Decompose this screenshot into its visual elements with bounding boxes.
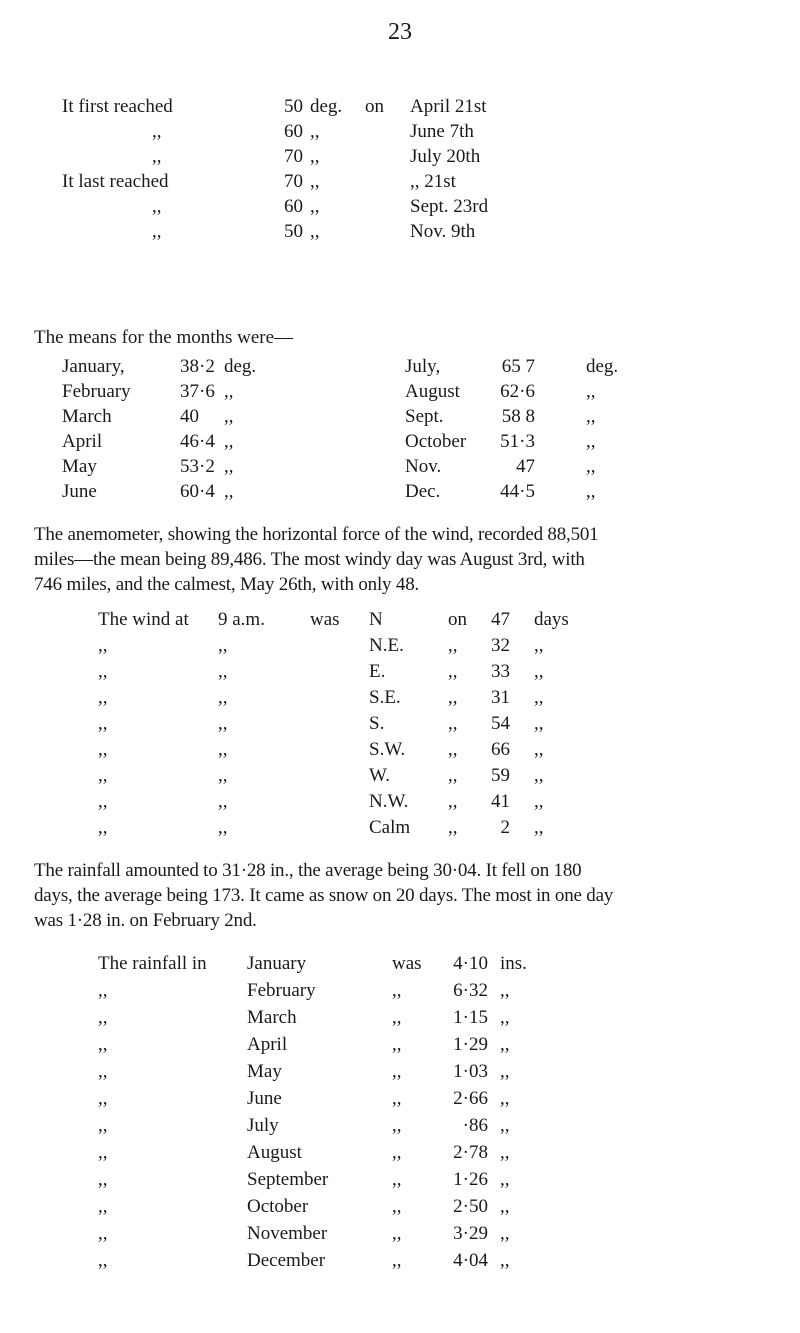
rainfall-lead: The rainfall in xyxy=(98,953,207,974)
means-unit: ,, xyxy=(586,431,596,452)
means-month: Nov. xyxy=(405,456,442,477)
rainfall-was: ,, xyxy=(392,1007,402,1028)
rainfall-was: ,, xyxy=(392,1088,402,1109)
means-value: 58 8 xyxy=(501,406,535,427)
rainfall-value: 4·10 xyxy=(453,953,488,974)
rainfall-unit: ,, xyxy=(500,1034,510,1055)
threshold-degree: 70 xyxy=(284,171,303,192)
threshold-date: Sept. 23rd xyxy=(410,196,489,217)
wind-direction: E. xyxy=(369,661,386,682)
means-value: 47 xyxy=(516,456,535,477)
means-month: Dec. xyxy=(405,481,441,502)
threshold-date: April 21st xyxy=(410,96,487,117)
rainfall-month: December xyxy=(247,1250,326,1271)
threshold-on: on xyxy=(365,96,384,117)
wind-time: ,, xyxy=(218,817,228,838)
means-month: February xyxy=(62,381,131,402)
rainfall-lead: ,, xyxy=(98,1115,108,1136)
means-month: April xyxy=(62,431,103,452)
rainfall-unit: ,, xyxy=(500,1196,510,1217)
threshold-unit: ,, xyxy=(310,221,320,242)
threshold-degree: 70 xyxy=(284,146,303,167)
rainfall-lead: ,, xyxy=(98,1196,108,1217)
threshold-lead: ,, xyxy=(152,196,162,217)
means-value: 44·5 xyxy=(500,481,535,502)
means-unit: ,, xyxy=(224,406,234,427)
wind-days-unit: ,, xyxy=(534,635,544,656)
means-unit: ,, xyxy=(224,381,234,402)
rainfall-unit: ,, xyxy=(500,1088,510,1109)
wind-lead: The wind at xyxy=(98,609,189,630)
wind-direction: Calm xyxy=(369,817,411,838)
rainfall-month: August xyxy=(247,1142,302,1163)
means-unit: ,, xyxy=(586,381,596,402)
rainfall-value: 1·15 xyxy=(453,1007,488,1028)
threshold-lead: ,, xyxy=(152,121,162,142)
rainfall-unit: ,, xyxy=(500,1115,510,1136)
rainfall-lead: ,, xyxy=(98,1250,108,1271)
means-value: 53·2 xyxy=(180,456,215,477)
rainfall-month: March xyxy=(247,1007,297,1028)
wind-days-unit: ,, xyxy=(534,661,544,682)
means-month: March xyxy=(62,406,112,427)
rainfall-month: June xyxy=(247,1088,282,1109)
wind-lead: ,, xyxy=(98,713,108,734)
wind-time: ,, xyxy=(218,765,228,786)
wind-time: 9 a.m. xyxy=(218,609,265,630)
means-value: 51·3 xyxy=(500,431,535,452)
threshold-degree: 50 xyxy=(284,221,303,242)
means-month: October xyxy=(405,431,467,452)
wind-days-unit: ,, xyxy=(534,687,544,708)
rainfall-month: October xyxy=(247,1196,309,1217)
rainfall-lead: ,, xyxy=(98,1007,108,1028)
means-month: May xyxy=(62,456,97,477)
means-unit: deg. xyxy=(224,356,257,377)
rainfall-month: May xyxy=(247,1061,282,1082)
wind-on: ,, xyxy=(448,687,458,708)
wind-lead: ,, xyxy=(98,635,108,656)
wind-on: ,, xyxy=(448,765,458,786)
rainfall-was: ,, xyxy=(392,1034,402,1055)
wind-direction: N.W. xyxy=(369,791,409,812)
rainfall-value: 1·26 xyxy=(453,1169,488,1190)
wind-lead: ,, xyxy=(98,791,108,812)
means-unit: ,, xyxy=(224,481,234,502)
rainfall-line-1: The rainfall amounted to 31·28 in., the average being 30·04. It fell on 180 xyxy=(34,860,582,881)
rainfall-line-3: was 1·28 in. on February 2nd. xyxy=(34,910,257,931)
wind-lead: ,, xyxy=(98,817,108,838)
wind-days-unit: ,, xyxy=(534,791,544,812)
threshold-date: ,, 21st xyxy=(410,171,456,192)
rainfall-unit: ,, xyxy=(500,1223,510,1244)
means-value: 37·6 xyxy=(180,381,215,402)
wind-day-count: 66 xyxy=(491,739,510,760)
threshold-date: July 20th xyxy=(410,146,481,167)
rainfall-was: ,, xyxy=(392,1061,402,1082)
threshold-unit: ,, xyxy=(310,171,320,192)
wind-day-count: 31 xyxy=(491,687,510,708)
wind-on: ,, xyxy=(448,817,458,838)
means-value: 40 xyxy=(180,406,199,427)
means-value: 38·2 xyxy=(180,356,215,377)
wind-direction: S.E. xyxy=(369,687,401,708)
rainfall-unit: ,, xyxy=(500,1007,510,1028)
rainfall-was: was xyxy=(392,953,422,974)
rainfall-unit: ,, xyxy=(500,1142,510,1163)
rainfall-was: ,, xyxy=(392,1223,402,1244)
wind-day-count: 54 xyxy=(491,713,510,734)
rainfall-was: ,, xyxy=(392,1196,402,1217)
wind-direction: N.E. xyxy=(369,635,404,656)
means-month: June xyxy=(62,481,97,502)
threshold-date: Nov. 9th xyxy=(410,221,476,242)
rainfall-lead: ,, xyxy=(98,1034,108,1055)
wind-time: ,, xyxy=(218,661,228,682)
means-value: 46·4 xyxy=(180,431,215,452)
wind-days-unit: ,, xyxy=(534,817,544,838)
rainfall-lead: ,, xyxy=(98,1061,108,1082)
rainfall-unit: ,, xyxy=(500,980,510,1001)
wind-on: ,, xyxy=(448,635,458,656)
wind-time: ,, xyxy=(218,739,228,760)
rainfall-line-2: days, the average being 173. It came as snow on 20 days. The most in one day xyxy=(34,885,614,906)
rainfall-unit: ,, xyxy=(500,1061,510,1082)
rainfall-lead: ,, xyxy=(98,1088,108,1109)
wind-lead: ,, xyxy=(98,765,108,786)
rainfall-was: ,, xyxy=(392,980,402,1001)
threshold-lead: It last reached xyxy=(62,171,169,192)
wind-time: ,, xyxy=(218,687,228,708)
anemometer-line-1: The anemometer, showing the horizontal force of the wind, recorded 88,501 xyxy=(34,524,599,545)
rainfall-month: September xyxy=(247,1169,329,1190)
rainfall-unit: ins. xyxy=(500,953,527,974)
rainfall-value: 6·32 xyxy=(453,980,488,1001)
threshold-lead: ,, xyxy=(152,221,162,242)
means-unit: ,, xyxy=(224,456,234,477)
rainfall-unit: ,, xyxy=(500,1250,510,1271)
threshold-lead: ,, xyxy=(152,146,162,167)
wind-days-unit: ,, xyxy=(534,765,544,786)
rainfall-value: ·86 xyxy=(462,1115,488,1136)
means-unit: deg. xyxy=(586,356,619,377)
rainfall-value: 2·50 xyxy=(453,1196,488,1217)
rainfall-month: November xyxy=(247,1223,328,1244)
rainfall-value: 1·03 xyxy=(453,1061,488,1082)
threshold-unit: ,, xyxy=(310,196,320,217)
wind-direction: W. xyxy=(369,765,390,786)
threshold-unit: ,, xyxy=(310,146,320,167)
wind-day-count: 47 xyxy=(491,609,510,630)
threshold-degree: 50 xyxy=(284,96,303,117)
means-value: 62·6 xyxy=(500,381,535,402)
wind-days-unit: ,, xyxy=(534,739,544,760)
rainfall-value: 4·04 xyxy=(453,1250,488,1271)
rainfall-month: February xyxy=(247,980,316,1001)
rainfall-unit: ,, xyxy=(500,1169,510,1190)
means-month: January, xyxy=(62,356,125,377)
wind-day-count: 59 xyxy=(491,765,510,786)
means-unit: ,, xyxy=(224,431,234,452)
wind-on: ,, xyxy=(448,713,458,734)
rainfall-value: 1·29 xyxy=(453,1034,488,1055)
rainfall-paragraph xyxy=(34,858,774,933)
rainfall-lead: ,, xyxy=(98,980,108,1001)
rainfall-value: 3·29 xyxy=(453,1223,488,1244)
rainfall-month: January xyxy=(247,953,307,974)
page-number: 23 xyxy=(388,19,412,45)
rainfall-lead: ,, xyxy=(98,1169,108,1190)
means-month: Sept. xyxy=(405,406,444,427)
wind-direction: S.W. xyxy=(369,739,406,760)
rainfall-value: 2·78 xyxy=(453,1142,488,1163)
wind-on: ,, xyxy=(448,791,458,812)
wind-time: ,, xyxy=(218,635,228,656)
rainfall-month: July xyxy=(247,1115,279,1136)
means-value: 60·4 xyxy=(180,481,215,502)
wind-day-count: 32 xyxy=(491,635,510,656)
threshold-lead: It first reached xyxy=(62,96,173,117)
means-unit: ,, xyxy=(586,481,596,502)
rainfall-month: April xyxy=(247,1034,288,1055)
threshold-degree: 60 xyxy=(284,196,303,217)
rainfall-was: ,, xyxy=(392,1250,402,1271)
anemometer-line-3: 746 miles, and the calmest, May 26th, with only 48. xyxy=(34,574,420,595)
rainfall-was: ,, xyxy=(392,1115,402,1136)
wind-day-count: 41 xyxy=(491,791,510,812)
anemometer-line-2: miles—the mean being 89,486. The most windy day was August 3rd, with xyxy=(34,549,585,570)
wind-time: ,, xyxy=(218,713,228,734)
wind-lead: ,, xyxy=(98,661,108,682)
wind-time: ,, xyxy=(218,791,228,812)
means-month: July, xyxy=(405,356,441,377)
means-unit: ,, xyxy=(586,456,596,477)
wind-days-unit: ,, xyxy=(534,713,544,734)
means-unit: ,, xyxy=(586,406,596,427)
threshold-unit: deg. xyxy=(310,96,343,117)
rainfall-value: 2·66 xyxy=(453,1088,488,1109)
means-month: August xyxy=(405,381,460,402)
wind-on: ,, xyxy=(448,661,458,682)
means-value: 65 7 xyxy=(501,356,535,377)
wind-was: was xyxy=(310,609,340,630)
wind-days-unit: days xyxy=(534,609,569,630)
rainfall-was: ,, xyxy=(392,1169,402,1190)
wind-direction: S. xyxy=(369,713,385,734)
wind-lead: ,, xyxy=(98,687,108,708)
anemometer-paragraph xyxy=(34,522,774,597)
threshold-degree: 60 xyxy=(284,121,303,142)
rainfall-lead: ,, xyxy=(98,1142,108,1163)
rainfall-was: ,, xyxy=(392,1142,402,1163)
wind-on: on xyxy=(448,609,467,630)
wind-on: ,, xyxy=(448,739,458,760)
wind-lead: ,, xyxy=(98,739,108,760)
wind-day-count: 33 xyxy=(491,661,510,682)
rainfall-lead: ,, xyxy=(98,1223,108,1244)
threshold-date: June 7th xyxy=(410,121,474,142)
means-heading: The means for the months were— xyxy=(34,327,294,348)
wind-day-count: 2 xyxy=(500,817,510,838)
wind-direction: N xyxy=(369,609,383,630)
threshold-unit: ,, xyxy=(310,121,320,142)
